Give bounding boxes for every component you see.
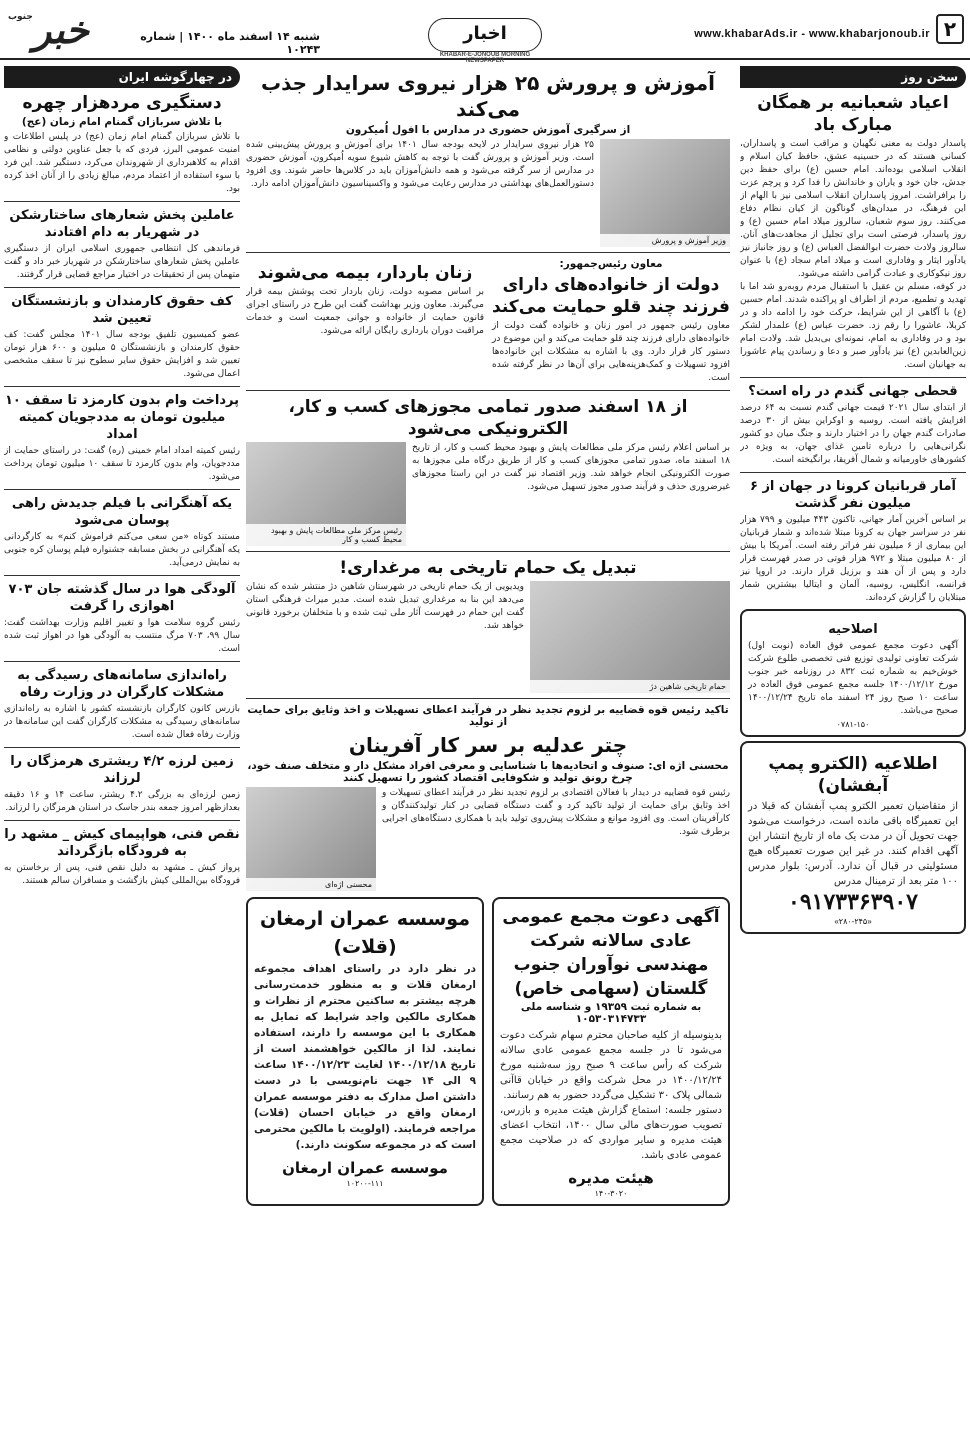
divider bbox=[4, 820, 240, 821]
divider bbox=[4, 575, 240, 576]
story1-text: با تلاش سربازان گمنام امام زمان (عج) در پلیس اطلاعات و امنیت عمومی البرز، فردی که با جعل عناوین دولتی و نظامی اقدام به کلاهبرداری از شهروندان می‌کرد، دستگیر شد. این فرد با سوء استفاده از اعتماد مردم، مبالغ زیادی را از آنان اخذ کرده بود. bbox=[4, 132, 240, 194]
story8-text: زمین لرزه‌ای به بزرگی ۴.۲ ریشتر، ساعت ۱۴ و ۱۶ دقیقه بعدازظهر امروز جمعه بندر جاسک در استان هرمزگان را لرزاند. bbox=[4, 790, 240, 813]
vp-kicker: معاون رئیس‌جمهور: bbox=[559, 258, 663, 270]
notice-ad-armaghan bbox=[246, 897, 484, 1206]
women-title: زنان باردار، بیمه می‌شوند bbox=[257, 263, 473, 283]
story5-text: مستند کوتاه «من سعی می‌کنم فراموش کنم» به کارگردانی یکه آهنگرانی در بخش مسابقه جشنواره فیلم پوسان کره جنوبی به نمایش درمی‌آید. bbox=[4, 532, 240, 568]
divider bbox=[4, 661, 240, 662]
divider bbox=[4, 201, 240, 202]
left-column bbox=[4, 66, 240, 888]
ad1-signature: هیئت مدیره bbox=[568, 1169, 654, 1187]
editorial-band: سخن روز bbox=[740, 66, 966, 88]
editorial-text: پاسدار دولت به معنی نگهبان و مراقب است و پاسداران، کسانی هستند که در حسینیه عشق، حافظ کیان اسلام و انقلاب اسلامی بوده‌اند. امام حسین (ع) برای حفظ دین جدش، جان خود و یاران و خاندانش را فدا کرد و پرچم عزت را برافراشت. امروز پاسداران انقلاب اسلامی نیز با الهام از این فرهنگ، در میدان‌های گوناگون از کیان نظام دفاع می‌کنند. روز سوم شعبان، سالروز میلاد امام حسین (ع) و روز پاسدار، فرصتی است برای تجلیل از مجاهدت‌های آنان. سالروز ولادت حضرت ابوالفضل العباس (ع) و روز جانباز نیز یادآور ایثار و وفاداری است و میلاد امام سجاد (ع) با عنوان روز نیکوکاری و عبادت گرامی داشته می‌شود. bbox=[740, 139, 966, 279]
grain-text: از ابتدای سال ۲۰۲۱ قیمت جهانی گندم نسبت به ۶۴ درصد افزایش یافته است. روسیه و اوکراین بیش از ۳۰ درصد صادرات گندم جهان را در اختیار دارند و جنگ میان دو کشور نگرانی‌هایی را درباره تامین غذای جهان، به ویژه در کشورهای خاورمیانه و شمال آفریقا، برانگیخته است. bbox=[740, 403, 966, 465]
ad1-registration: به شماره ثبت ۱۹۳۵۹ و شناسه ملی ۱۰۵۳۰۳۱۴۷۳۳ bbox=[520, 1001, 702, 1025]
story7-text: بازرس کانون کارگران بازنشسته کشور با اشاره به راه‌اندازی سامانه‌های رسیدگی به مشکلات کارگران گفت این سامانه‌ها در وزارت رفاه فعال شده است. bbox=[4, 704, 240, 740]
issue-date: شنبه ۱۴ اسفند ماه ۱۴۰۰ | شماره ۱۰۲۴۳ bbox=[140, 30, 320, 56]
bath-photo-caption: حمام تاریخی شاهین دژ bbox=[530, 680, 730, 693]
permits-text: بر اساس اعلام رئیس مرکز ملی مطالعات پایش و بهبود محیط کسب و کار، از تاریخ ۱۸ اسفند ماه، صدور تمامی مجوزهای کسب و کار از طریق درگاه ملی مجوزها به صورت الکترونیکی انجام خواهد شد. وزیر اقتصاد نیز گفت در این راستا مجوزهای غیرضروری حذف و فرآیند صدور مجوز تسهیل می‌شود. bbox=[412, 443, 730, 492]
ad2-text: در نظر دارد در راستای اهداف مجموعه ارمغان قلات و به منظور خدمت‌رسانی هرچه بیشتر به ساکنین محترم از نظرات و همکاری مالکین واجد شرایط که تمایل به همکاری با این موسسه را دارند، استفاده نمایند. لذا از مالکین خواهشمند است از تاریخ ۱۴۰۰/۱۲/۱۸ لغایت ۱۴۰۰/۱۲/۲۳ ساعت ۹ الی ۱۴ جهت نام‌نویسی با در دست داشتن اصل مدارک به دفتر موسسه عمران ارمغان واقع در خیابان احسان (قلات) مراجعه فرمایند. (اولویت با مالکین محترمی است که در مجموعه سکونت دارند.) bbox=[254, 963, 476, 1151]
story2-text: فرماندهی کل انتظامی جمهوری اسلامی ایران از دستگیری عاملین پخش شعارهای ساختارشکن در شهریار خبر داد و گفت متهمان پس از تحقیقات در اختیار مراجع قضایی قرار گرفتند. bbox=[4, 244, 240, 280]
vp-title: دولت از خانواده‌های دارای فرزند چند قلو حمایت می‌کند bbox=[492, 275, 730, 317]
ad1-title: آگهی دعوت مجمع عمومی عادی سالانه شرکت مهندسی نوآوران جنوب گلستان (سهامی خاص) bbox=[502, 907, 720, 999]
bath-photo bbox=[530, 581, 730, 693]
education-title: آموزش و پرورش ۲۵ هزار نیروی سرایدار جذب می‌کند bbox=[261, 71, 715, 121]
permits-photo bbox=[246, 442, 406, 546]
education-minister-photo bbox=[600, 139, 730, 247]
divider bbox=[4, 489, 240, 490]
ad1-text: بدینوسیله از کلیه صاحبان محترم سهام شرکت دعوت می‌شود تا در جلسه مجمع عمومی عادی سالانه شرکت که رأس ساعت ۹ صبح روز سه‌شنبه مورخ ۱۴۰۰/۱۲/۲۴ در محل شرکت واقع در خیابان قاآنی شمالی پلاک ۳۰ تشکیل می‌گردد حضور به هم رسانند. bbox=[500, 1030, 722, 1101]
logo-text: خبر bbox=[33, 7, 89, 52]
erratum-box bbox=[740, 609, 966, 737]
divider bbox=[740, 472, 966, 473]
ad2-signature: موسسه عمران ارمغان bbox=[282, 1159, 448, 1177]
logo-small-text: جنوب bbox=[8, 12, 33, 22]
regional-band: در چهارگوشه ایران bbox=[4, 66, 240, 88]
story9-text: پرواز کیش ـ مشهد به دلیل نقص فنی، پس از برخاستن به فرودگاه بین‌المللی کیش بازگشت و مسافران سالم هستند. bbox=[4, 863, 240, 886]
ad1-code: ۱۴۰-۳۰۲۰ bbox=[594, 1189, 628, 1198]
editorial-text-2: در کوفه، مسلم بن عقیل با استقبال مردم روبه‌رو شد اما با تهدید و تطمیع، مردم از اطراف او پراکنده شدند. امام حسین (ع) با آگاهی از این شرایط، حرکت خود را ادامه داد و در کربلا، عاشورا را رقم زد. حضرت عباس (ع) علمدار لشکر بود و در وفاداری به امام، نمونه‌ای بی‌بدیل شد. ولادت امام زین‌العابدین (ع) نیز یادآور صبر و دعا و رساندن پیام عاشورا به جهانیان است. bbox=[740, 282, 966, 370]
vp-text: معاون رئیس جمهور در امور زنان و خانواده گفت دولت از خانواده‌های دارای فرزند چند قلو حمایت می‌کند و این موضوع در دستور کار قرار دارد. وی با اشاره به مشکلات این خانواده‌ها افزود تسهیلات و کمک‌هزینه‌هایی برای آن‌ها در نظر گرفته شده است. bbox=[492, 321, 730, 383]
divider bbox=[4, 386, 240, 387]
newspaper-strip: KHABAR-E-JONOUB MORNING NEWSPAPER bbox=[439, 52, 531, 64]
story3-text: عضو کمیسیون تلفیق بودجه سال ۱۴۰۱ مجلس گفت: کف حقوق کارمندان و بازنشستگان ۵ میلیون و ۶۰۰ هزار تومان تعیین شد و افزایش حقوق سایر سطوح نیز تا سقف مشخصی اعمال می‌شود. bbox=[4, 330, 240, 379]
newspaper-logo bbox=[6, 8, 116, 54]
permits-title: از ۱۸ اسفند صدور تمامی مجوزهای کسب و کار، الکترونیکی می‌شود bbox=[288, 397, 688, 439]
corona-title: آمار قربانیان کرونا در جهان از ۶ میلیون نفر گذشت bbox=[749, 479, 956, 511]
erratum-code: ۰۷۸۱-۱۵۰ bbox=[836, 720, 870, 729]
bath-title: تبدیل یک حمام تاریخی به مرغداری! bbox=[339, 558, 637, 578]
story8-title: زمین لرزه ۴/۲ ریشتری هرمزگان را لرزاند bbox=[10, 754, 234, 786]
notice-text: از متقاضیان تعمیر الکترو پمپ آبفشان که قبلا در این تعمیرگاه باقی مانده است، درخواست می‌شود جهت تحویل آن در مدت یک ماه از تاریخ انتشار این آگهی اقدام کنند. در غیر این صورت تعمیرگاه هیچ مسئولیتی در قبال آن ندارد. آدرس: بلوار مدرس ۱۰۰ متر بعد از ترمینال مدرس bbox=[748, 801, 958, 887]
story1-subtitle: با تلاش سربازان گمنام امام زمان (عج) bbox=[21, 116, 223, 128]
website-urls[interactable]: www.khabarAds.ir - www.khabarjonoub.ir bbox=[694, 28, 930, 40]
notice-ad-assembly bbox=[492, 897, 730, 1206]
divider bbox=[246, 390, 730, 391]
divider bbox=[4, 287, 240, 288]
notice-phone[interactable]: ۰۹۱۷۳۳۶۳۹۰۷ bbox=[788, 889, 918, 914]
women-text: بر اساس مصوبه دولت، زنان باردار تحت پوشش بیمه قرار می‌گیرند. معاون وزیر بهداشت گفت این طرح در راستای اجرای قانون حمایت از خانواده و جوانی جمعیت است و خدمات مراقبت دوران بارداری رایگان ارائه می‌شود. bbox=[246, 287, 484, 336]
erratum-text: آگهی دعوت مجمع عمومی فوق العاده (نوبت اول) شرکت تعاونی تولیدی توزیع فنی تخصصی طلوع شرکت خوش‌خیم به شماره ثبت ۸۳۲ در روزنامه خبر جنوب مورخ ۱۴۰۰/۱۲/۱۲ جلسه مجمع عمومی فوق العاده در ساعت ۱۰ صبح روز ۲۴ اسفند ماه تاریخ ۱۴۰۰/۱۲/۲۴ صحیح می‌باشد. bbox=[748, 641, 958, 716]
story7-title: راه‌اندازی سامانه‌های رسیدگی به مشکلات کارگران در وزارت رفاه bbox=[17, 668, 227, 700]
section-title: اخبار bbox=[428, 18, 542, 52]
story2-title: عاملین پخش شعارهای ساختارشکن در شهریار به دام افتادند bbox=[9, 208, 235, 240]
judiciary-subtitle: محسنی اژه ای: صنوف و اتحادیه‌ها با شناسایی و معرفی افراد مشکل دار و متخلف صنف خود، چرخ رونق تولید و شکوفایی اقتصاد کشور را تسهیل کنند bbox=[247, 760, 729, 784]
masthead bbox=[0, 0, 970, 64]
grain-title: قحطی جهانی گندم در راه است؟ bbox=[748, 384, 958, 399]
right-column bbox=[740, 66, 966, 938]
education-text: ۲۵ هزار نیروی سرایدار در لایحه بودجه سال ۱۴۰۱ برای آموزش و پرورش پیش‌بینی شده است. وزیر آموزش و پرورش گفت با توجه به کاهش شیوع سویه اُمیکرون، آموزش حضوری در مدارس از سر گرفته می‌شود و همه دانش‌آموزان باید در کلاس‌ها حاضر شوند. وی افزود دستورالعمل‌های بهداشتی در مدارس رعایت می‌شود و واکسیناسیون دانش‌آموزان ادامه دارد. bbox=[246, 140, 595, 189]
judiciary-photo-caption: محسنی اژه‌ای bbox=[246, 878, 376, 891]
story4-text: رئیس کمیته امداد امام خمینی (ره) گفت: در راستای حمایت از مددجویان، وام بدون کارمزد تا سقف ۱۰ میلیون تومان پرداخت می‌شود. bbox=[4, 446, 240, 482]
notice-box bbox=[740, 741, 966, 934]
notice-code: «۲۸۰-۲۴۵» bbox=[834, 917, 872, 926]
ad1-agenda: دستور جلسه: استماع گزارش هیئت مدیره و بازرس، تصویب صورت‌های مالی سال ۱۴۰۰، انتخاب اعضای هیئت مدیره و سایر مواردی که در صلاحیت مجمع عمومی عادی باشد. bbox=[500, 1105, 722, 1161]
ad2-code: ۱۰۲۰۰-۱۱۱ bbox=[346, 1179, 384, 1188]
story6-title: آلودگی هوا در سال گذشته جان ۷۰۳ اهوازی را گرفت bbox=[8, 582, 236, 614]
story5-title: یکه آهنگرانی با فیلم جدیدش راهی پوسان می‌شود bbox=[11, 496, 233, 528]
judiciary-kicker: تاکید رئیس قوه قضاییه بر لزوم تجدید نظر در فرآیند اعطای تسهیلات و اخذ وثایق برای حمایت از تولید bbox=[247, 704, 729, 728]
middle-column bbox=[246, 66, 730, 1206]
page-number: ۲ bbox=[936, 14, 964, 44]
education-photo-caption: وزیر آموزش و پرورش bbox=[600, 234, 730, 247]
judiciary-photo bbox=[246, 787, 376, 891]
erratum-title: اصلاحیه bbox=[828, 622, 878, 637]
permits-photo-caption: رئیس مرکز ملی مطالعات پایش و بهبود محیط کسب و کار bbox=[246, 524, 406, 546]
divider bbox=[246, 252, 730, 253]
story4-title: پرداخت وام بدون کارمزد تا سقف ۱۰ میلیون تومان به مددجویان کمیته امداد bbox=[4, 393, 239, 442]
notice-title: اطلاعیه (الکترو پمپ آبفشان) bbox=[768, 754, 938, 796]
divider bbox=[4, 747, 240, 748]
divider bbox=[740, 377, 966, 378]
story6-text: رئیس گروه سلامت هوا و تغییر اقلیم وزارت بهداشت گفت: سال ۹۹، ۷۰۳ مرگ منتسب به آلودگی هوا در اهواز ثبت شده است. bbox=[4, 618, 240, 654]
bath-text: ویدیویی از یک حمام تاریخی در شهرستان شاهین دژ منتشر شده که نشان می‌دهد این بنا به مرغداری تبدیل شده است. مدیر میراث فرهنگی استان گفت این حمام در فهرست آثار ملی ثبت شده و با متخلفان برخورد قانونی خواهد شد. bbox=[246, 582, 524, 631]
editorial-title: اعیاد شعبانیه بر همگان مبارک باد bbox=[757, 93, 949, 135]
story1-title: دستگیری مردهزار چهره bbox=[22, 93, 222, 113]
education-subtitle: از سرگیری آموزش حضوری در مدارس با افول اُمیکرون bbox=[345, 124, 631, 136]
story9-title: نقص فنی، هواپیمای کیش _ مشهد را به فرودگاه بازگرداند bbox=[4, 827, 240, 859]
divider bbox=[246, 551, 730, 552]
story3-title: کف حقوق کارمندان و بازنشستگان تعیین شد bbox=[11, 294, 233, 326]
corona-text: بر اساس آخرین آمار جهانی، تاکنون ۴۴۳ میلیون و ۷۹۹ هزار نفر در سراسر جهان به کرونا مبتلا شده‌اند و شمار قربانیان این بیماری از ۶ میلیون نفر فراتر رفته است. آمریکا با بیش از ۸۰ میلیون مبتلا و ۹۷۲ هزار فوتی در صدر فهرست قرار دارد و پس از آن هند و برزیل قرار دارند. در اروپا نیز فرانسه، انگلیس، روسیه، آلمان و ایتالیا بیشترین شمار مبتلایان را گزارش کرده‌اند. bbox=[740, 515, 966, 603]
judiciary-title: چتر عدلیه بر سر کار آفرینان bbox=[348, 733, 628, 757]
ad2-title: موسسه عمران ارمغان (قلات) bbox=[259, 908, 470, 958]
divider bbox=[246, 698, 730, 699]
judiciary-text: رئیس قوه قضاییه در دیدار با فعالان اقتصادی بر لزوم تجدید نظر در فرآیند اعطای تسهیلات و اخذ وثایق برای حمایت از تولید تاکید کرد و گفت دستگاه قضایی در کنار تولیدکنندگان و کارآفرینان است. وی افزود موانع و مشکلات پیش‌روی تولید باید با همکاری دستگاه‌های اجرایی برطرف شود. bbox=[382, 788, 730, 837]
